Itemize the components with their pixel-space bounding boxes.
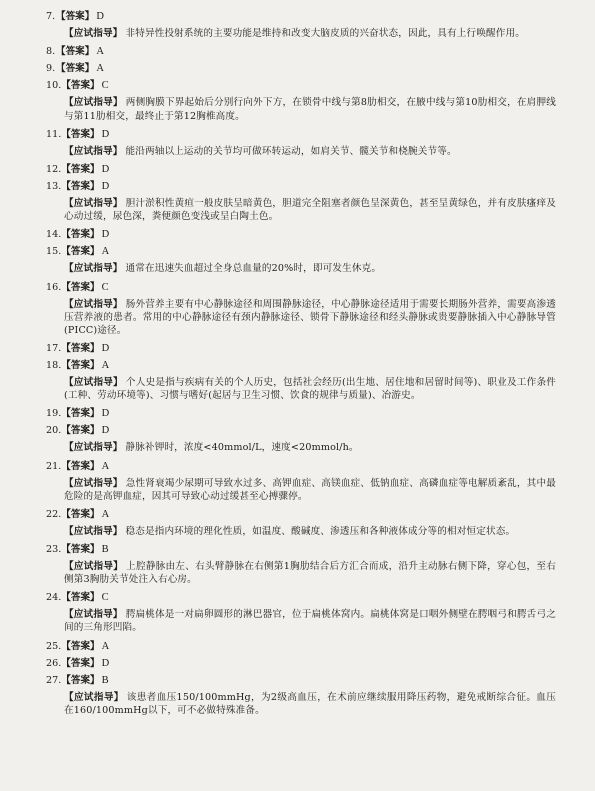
exam-guide <box>46 376 556 402</box>
answer-label: 【答案】 <box>61 640 100 652</box>
answer-entry <box>46 657 556 670</box>
answer-line <box>46 674 556 687</box>
guide-text: 非特异性投射系统的主要功能是维持和改变大脑皮质的兴奋状态，因此，具有上行唤醒作用。 <box>125 28 525 40</box>
answer-label: 【答案】 <box>61 128 100 140</box>
answer-entry <box>46 640 556 653</box>
answer-line <box>46 424 556 437</box>
exam-guide <box>46 691 556 717</box>
answer-label: 【答案】 <box>61 508 100 520</box>
answer-letter: D <box>101 180 110 192</box>
guide-label: 【应试指导】 <box>64 561 124 573</box>
answer-label: 【答案】 <box>61 246 100 258</box>
answer-label: 【答案】 <box>61 425 100 437</box>
question-number: 14. <box>46 229 62 241</box>
answer-letter: D <box>101 342 110 354</box>
answer-entry <box>46 359 556 402</box>
question-number: 20. <box>46 425 62 437</box>
answer-entry <box>46 45 556 58</box>
exam-guide <box>46 27 556 40</box>
guide-label: 【应试指导】 <box>64 28 123 40</box>
answer-entry <box>46 674 556 717</box>
answer-entry <box>46 128 556 158</box>
answer-letter: A <box>101 460 110 472</box>
answer-line <box>46 79 556 92</box>
question-number: 15. <box>46 246 62 258</box>
answer-letter: D <box>101 128 110 140</box>
question-number: 10. <box>46 80 62 92</box>
question-number: 22. <box>46 508 62 520</box>
exam-guide <box>46 560 556 586</box>
answer-letter: A <box>96 46 104 58</box>
answer-entry <box>46 508 556 538</box>
answer-line <box>46 163 556 176</box>
answer-entry <box>46 228 556 241</box>
answer-entry <box>46 245 556 275</box>
answer-letter: A <box>101 246 110 258</box>
answer-letter: D <box>101 163 110 175</box>
answer-entry <box>46 460 556 503</box>
answer-entry <box>46 424 556 454</box>
answer-line <box>46 342 556 355</box>
question-number: 8. <box>46 46 56 58</box>
answer-letter: D <box>101 425 110 437</box>
answer-letter: D <box>101 408 110 420</box>
answer-label: 【答案】 <box>61 359 100 371</box>
guide-label: 【应试指导】 <box>64 477 123 489</box>
question-number: 12. <box>46 163 62 175</box>
guide-text: 腭扁桃体是一对扁卵圆形的淋巴器官，位于扁桃体窝内。扁桃体窝是口咽外侧壁在腭咽弓和腭舌弓之间的三角形凹陷。 <box>64 609 556 634</box>
question-number: 11. <box>46 128 62 140</box>
answer-letter: D <box>96 11 104 22</box>
answer-line <box>46 281 556 294</box>
question-number: 9. <box>46 63 56 75</box>
question-number: 27. <box>46 674 62 686</box>
guide-label: 【应试指导】 <box>64 442 123 454</box>
guide-text: 胆汁淤积性黄疸一般皮肤呈暗黄色，胆道完全阻塞者颜色呈深黄色，甚至呈黄绿色，并有皮肤瘙痒及心动过缓，尿色深，粪便颜色变浅或呈白陶土色。 <box>64 198 556 223</box>
question-number: 13. <box>46 180 62 192</box>
answer-entry <box>46 163 556 176</box>
answer-label: 【答案】 <box>61 80 100 92</box>
answer-letter: C <box>101 80 109 92</box>
question-number: 16. <box>46 281 62 293</box>
answer-label: 【答案】 <box>61 281 100 293</box>
guide-label: 【应试指导】 <box>64 609 123 621</box>
guide-label: 【应试指导】 <box>64 377 123 389</box>
answer-label: 【答案】 <box>61 460 100 472</box>
exam-guide <box>46 298 556 337</box>
answer-line <box>46 657 556 670</box>
answer-line <box>46 640 556 653</box>
answer-line <box>46 10 556 23</box>
answer-label: 【答案】 <box>61 544 100 555</box>
exam-guide <box>46 608 556 634</box>
answer-label: 【答案】 <box>61 592 100 604</box>
exam-guide <box>46 96 556 122</box>
answer-letter: A <box>101 508 110 520</box>
question-number: 21. <box>46 460 62 472</box>
answer-line <box>46 460 556 473</box>
question-number: 7. <box>46 11 56 22</box>
answer-sheet <box>46 10 556 722</box>
answer-letter: A <box>101 640 110 652</box>
answer-letter: A <box>96 63 104 75</box>
answer-letter: B <box>101 544 109 555</box>
answer-line <box>46 407 556 420</box>
exam-guide <box>46 197 556 223</box>
answer-letter: B <box>101 674 109 686</box>
question-number: 18. <box>46 359 62 371</box>
guide-text: 静脉补钾时，浓度<40mmol/L，速度<20mmol/h。 <box>125 442 359 454</box>
question-number: 23. <box>46 544 62 555</box>
exam-guide <box>46 525 556 538</box>
guide-text: 稳态是指内环境的理化性质，如温度、酸碱度、渗透压和各种液体成分等的相对恒定状态。 <box>125 525 516 537</box>
guide-label: 【应试指导】 <box>64 691 124 703</box>
question-number: 19. <box>46 408 62 420</box>
answer-label: 【答案】 <box>61 657 100 669</box>
exam-guide <box>46 262 556 275</box>
guide-label: 【应试指导】 <box>64 525 123 537</box>
guide-text: 该患者血压150/100mmHg，为2级高血压，在术前应继续服用降压药物，避免戒断综合征。血压在160/100mmHg以下，可不必做特殊准备。 <box>64 691 556 716</box>
exam-guide <box>46 441 556 454</box>
answer-line <box>46 128 556 141</box>
guide-label: 【应试指导】 <box>64 97 123 109</box>
question-number: 24. <box>46 592 62 604</box>
answer-entry <box>46 407 556 420</box>
answer-label: 【答案】 <box>61 180 100 192</box>
answer-letter: D <box>101 657 110 669</box>
guide-label: 【应试指导】 <box>64 198 123 210</box>
answer-label: 【答案】 <box>61 163 100 175</box>
guide-label: 【应试指导】 <box>64 263 123 275</box>
answer-line <box>46 508 556 521</box>
answer-entry <box>46 180 556 223</box>
answer-label: 【答案】 <box>61 342 100 354</box>
answer-entry <box>46 543 556 586</box>
answer-label: 【答案】 <box>61 229 100 241</box>
answer-line <box>46 180 556 193</box>
answer-label: 【答案】 <box>61 674 100 686</box>
answer-entry <box>46 79 556 122</box>
exam-guide <box>46 145 556 158</box>
guide-text: 肠外营养主要有中心静脉途径和周围静脉途径，中心静脉途径适用于需要长期肠外营养，需要高渗透压营养液的患者。常用的中心静脉途径有颈内静脉途径、锁骨下静脉途径和经头静脉或贵要静脉插入中心静脉导管(PICC)途径。 <box>64 298 556 336</box>
answer-line <box>46 591 556 604</box>
exam-guide <box>46 477 556 503</box>
guide-text: 两侧胸膜下界起始后分别行向外下方，在锁骨中线与第8肋相交，在腋中线与第10肋相交，在肩胛线与第11肋相交，最终止于第12胸椎高度。 <box>64 97 557 122</box>
guide-text: 上腔静脉由左、右头臂静脉在右侧第1胸肋结合后方汇合而成，沿升主动脉右侧下降，穿心包，至右侧第3胸肋关节处注入右心房。 <box>64 561 557 586</box>
guide-text: 急性肾衰竭少尿期可导致水过多、高钾血症、高镁血症、低钠血症、高磷血症等电解质紊乱，其中最危险的是高钾血症，因其可导致心动过缓甚至心搏骤停。 <box>64 477 556 502</box>
answer-label: 【答案】 <box>56 11 95 22</box>
guide-text: 通常在迅速失血超过全身总血量的20%时，即可发生休克。 <box>125 263 382 275</box>
answer-entry <box>46 62 556 75</box>
question-number: 17. <box>46 342 62 354</box>
guide-text: 个人史是指与疾病有关的个人历史，包括社会经历(出生地、居住地和居留时间等)、职业及工作条件(工种、劳动环境等)、习惯与嗜好(起居与卫生习惯、饮食的规律与质量)、冶游史。 <box>64 377 557 402</box>
answer-letter: C <box>101 281 109 293</box>
guide-text: 能沿两轴以上运动的关节均可做环转运动，如肩关节、髋关节和桡腕关节等。 <box>125 145 457 157</box>
answer-label: 【答案】 <box>56 63 95 75</box>
answer-entry <box>46 342 556 355</box>
answer-line <box>46 359 556 372</box>
answer-letter: A <box>101 359 110 371</box>
answer-label: 【答案】 <box>56 46 95 58</box>
answer-entry <box>46 281 556 337</box>
question-number: 25. <box>46 640 62 652</box>
answer-letter: C <box>101 592 109 604</box>
answer-line <box>46 62 556 75</box>
guide-label: 【应试指导】 <box>64 298 123 310</box>
answer-entry <box>46 591 556 634</box>
answer-letter: D <box>101 229 110 241</box>
guide-label: 【应试指导】 <box>64 145 123 157</box>
answer-line <box>46 543 556 556</box>
question-number: 26. <box>46 657 62 669</box>
answer-line <box>46 45 556 58</box>
answer-entry <box>46 10 556 40</box>
answer-line <box>46 245 556 258</box>
answer-line <box>46 228 556 241</box>
answer-label: 【答案】 <box>61 408 100 420</box>
